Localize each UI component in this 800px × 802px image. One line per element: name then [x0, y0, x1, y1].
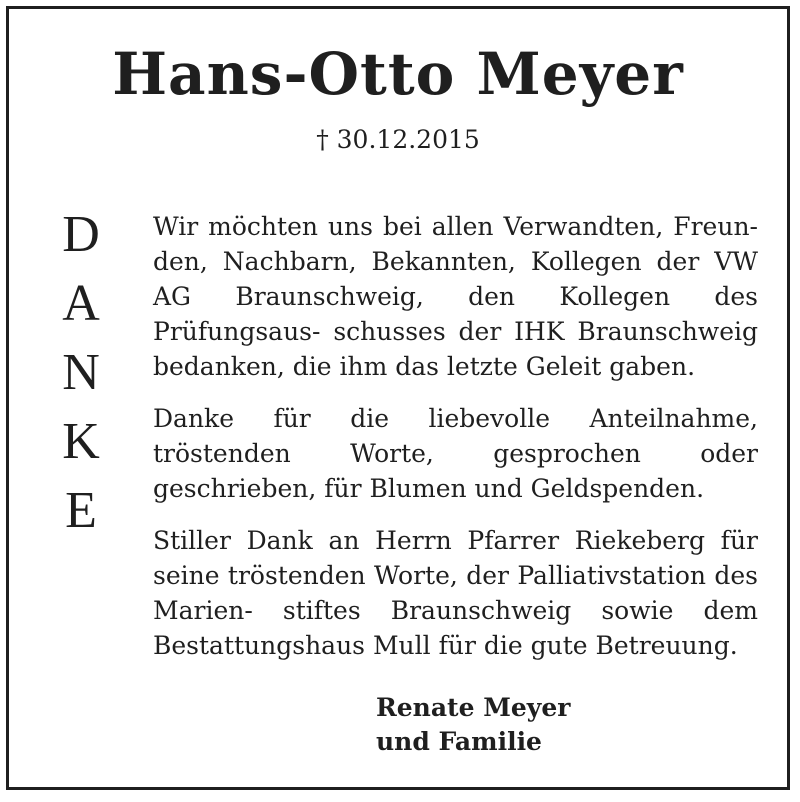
danke-letter: E: [65, 482, 97, 539]
danke-letter: D: [62, 206, 100, 263]
thanks-paragraph: Stiller Dank an Herrn Pfarrer Riekeberg für seine tröstenden Worte, der Palliativstation des Marien- stiftes Braunschweig sowie dem Bestattungshaus Mull für die gute Betreuung.: [153, 526, 758, 660]
danke-vertical-word: [53, 206, 109, 542]
death-date: † 30.12.2015: [316, 125, 480, 154]
danke-letter: K: [62, 413, 100, 470]
thanks-paragraph: Wir möchten uns bei allen Verwandten, Freun- den, Nachbarn, Bekannten, Kollegen der VW AG Braunschweig, den Kollegen des Prüfungsaus- schusses der IHK Braunschweig bedanken, die ihm das letzte Geleit gaben.: [153, 212, 758, 381]
danke-letter: N: [62, 344, 100, 401]
signature-family: und Familie: [376, 726, 542, 756]
deceased-name: Hans-Otto Meyer: [112, 40, 684, 108]
signature-name: Renate Meyer: [376, 693, 571, 722]
danke-letter: A: [62, 275, 100, 332]
thanks-paragraph: Danke für die liebevolle Anteilnahme, tröstenden Worte, gesprochen oder geschrieben, für Blumen und Geldspenden.: [153, 404, 758, 503]
thanks-text: [153, 209, 758, 680]
notice-frame: [6, 6, 790, 790]
signature: [376, 691, 570, 759]
